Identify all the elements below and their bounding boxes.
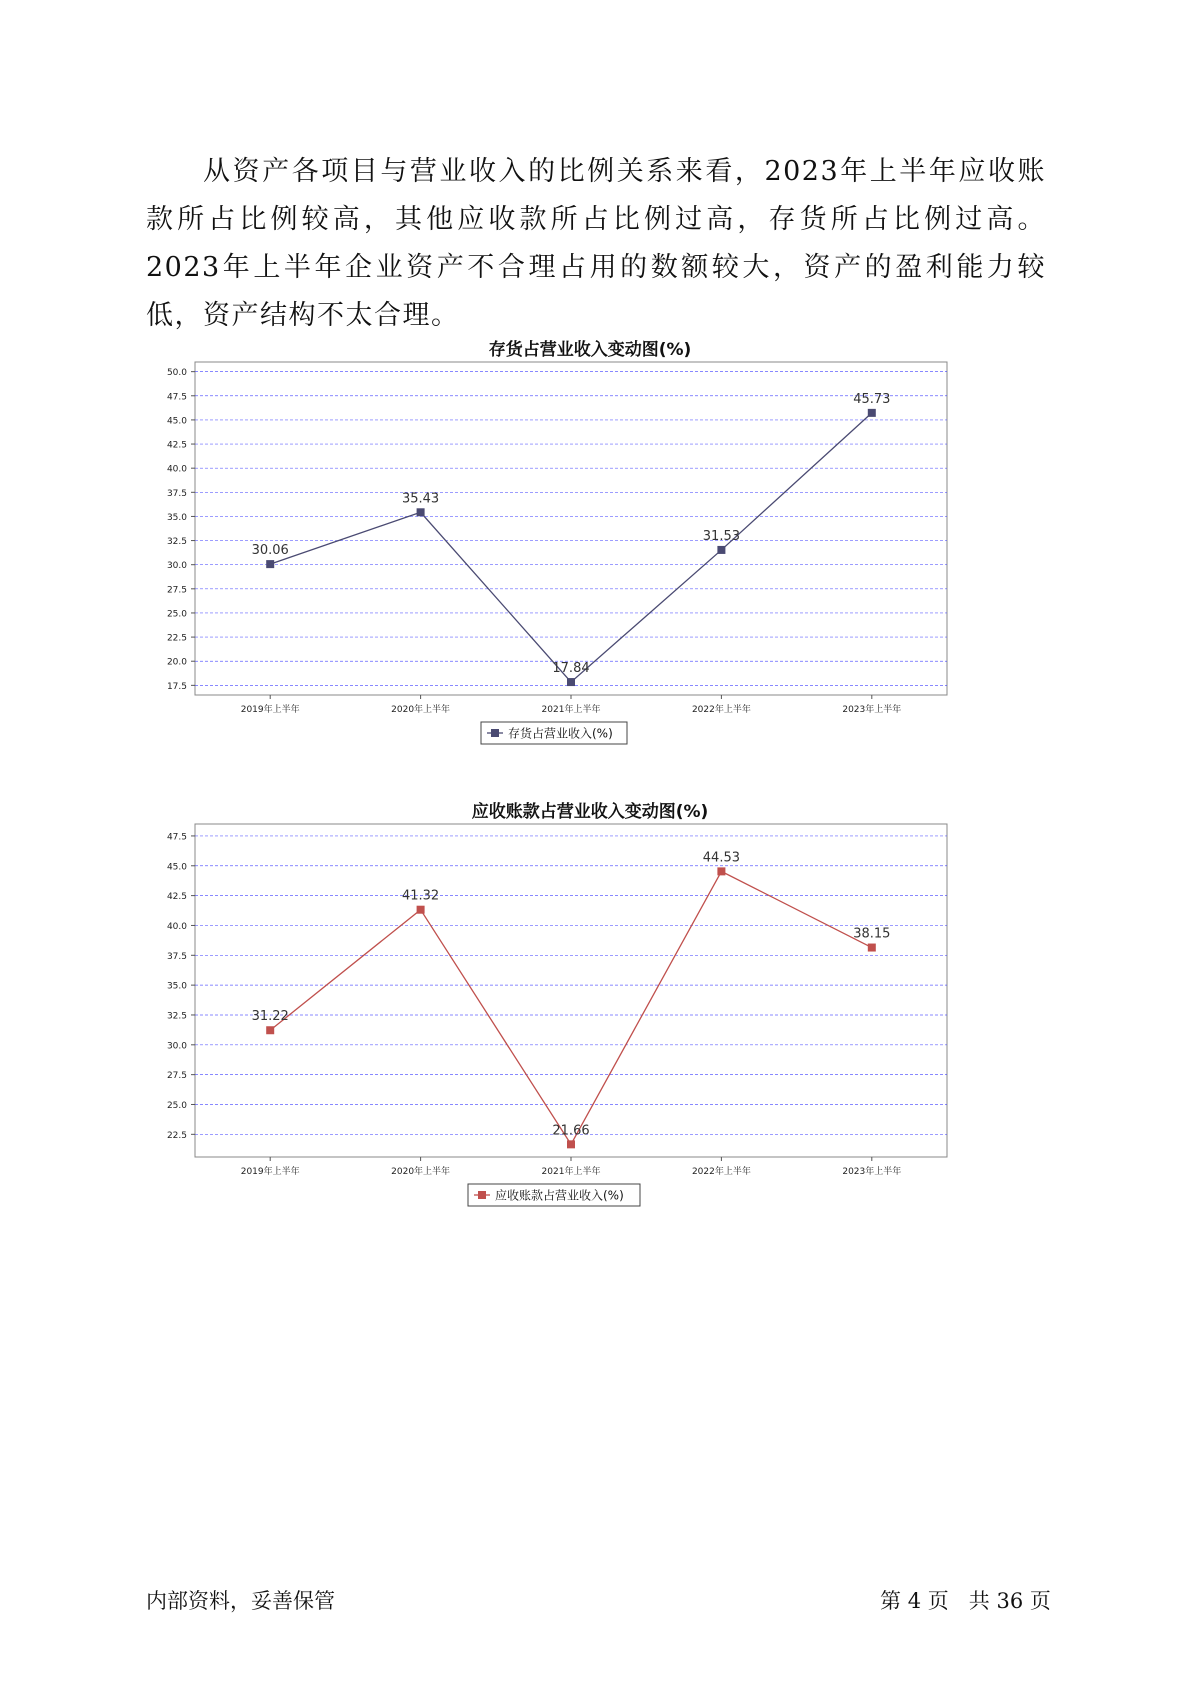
data-label: 31.53 xyxy=(702,528,741,544)
y-tick-label: 25.0 xyxy=(166,1100,187,1111)
y-tick-label: 37.5 xyxy=(166,951,187,962)
page-mid: 页 共 xyxy=(927,1589,990,1613)
chart-svg xyxy=(140,792,1040,1222)
y-tick-label: 40.0 xyxy=(166,464,187,475)
data-label: 17.84 xyxy=(552,661,590,677)
data-label: 35.43 xyxy=(401,491,440,507)
y-tick-label: 45.0 xyxy=(166,416,187,427)
legend-swatch-marker xyxy=(478,1191,486,1199)
page-current: 4 xyxy=(907,1589,922,1613)
x-tick-label: 2019年上半年 xyxy=(240,1167,300,1177)
y-tick-label: 47.5 xyxy=(166,392,187,403)
chart-svg xyxy=(140,330,1040,760)
y-tick-label: 50.0 xyxy=(166,368,187,379)
data-label: 44.53 xyxy=(702,850,741,866)
y-tick-label: 35.0 xyxy=(166,981,187,992)
receivables-ratio-chart xyxy=(140,792,1040,1222)
data-point-marker xyxy=(417,906,425,914)
footer-page-number xyxy=(880,1585,1051,1615)
y-tick-label: 22.5 xyxy=(166,633,187,644)
legend xyxy=(481,722,627,744)
data-point-marker xyxy=(717,546,725,554)
y-tick-label: 25.0 xyxy=(166,609,187,620)
x-tick-label: 2022年上半年 xyxy=(691,705,751,715)
x-tick-label: 2022年上半年 xyxy=(691,1167,751,1177)
x-tick-label: 2019年上半年 xyxy=(240,705,300,715)
y-tick-label: 47.5 xyxy=(166,832,187,843)
page-suffix: 页 xyxy=(1029,1589,1051,1613)
chart-title: 应收账款占营业收入变动图(%) xyxy=(471,802,709,822)
data-point-marker xyxy=(868,944,876,952)
y-tick-label: 30.0 xyxy=(166,561,187,572)
page-prefix: 第 xyxy=(880,1589,901,1613)
y-tick-label: 35.0 xyxy=(166,512,187,523)
legend-label: 存货占营业收入(%) xyxy=(508,726,613,741)
legend-label: 应收账款占营业收入(%) xyxy=(495,1188,624,1203)
y-tick-label: 37.5 xyxy=(166,488,187,499)
data-point-marker xyxy=(417,508,425,516)
y-tick-label: 42.5 xyxy=(166,440,187,451)
plot-area xyxy=(195,824,947,1157)
data-label: 21.66 xyxy=(552,1123,590,1139)
data-label: 31.22 xyxy=(251,1009,289,1025)
x-tick-label: 2021年上半年 xyxy=(541,705,601,715)
data-label: 38.15 xyxy=(853,926,891,942)
data-point-marker xyxy=(266,560,274,568)
y-tick-label: 17.5 xyxy=(166,681,187,692)
legend-swatch-marker xyxy=(491,729,499,737)
y-tick-label: 27.5 xyxy=(166,585,187,596)
paragraph-text: 从资产各项目与营业收入的比例关系来看，2023年上半年应收账款所占比例较高，其他应收款所占比例过高，存货所占比例过高。2023年上半年企业资产不合理占用的数额较大，资产的盈利能力较低，资产结构不太合理。 xyxy=(146,156,1046,331)
y-tick-label: 30.0 xyxy=(166,1041,187,1052)
x-tick-label: 2023年上半年 xyxy=(842,705,902,715)
y-tick-label: 40.0 xyxy=(166,921,187,932)
x-tick-label: 2023年上半年 xyxy=(842,1167,902,1177)
y-tick-label: 27.5 xyxy=(166,1071,187,1082)
page-total: 36 xyxy=(996,1589,1024,1613)
x-tick-label: 2020年上半年 xyxy=(391,705,451,715)
body-paragraph xyxy=(146,148,1046,340)
x-tick-label: 2020年上半年 xyxy=(391,1167,451,1177)
footer-confidential-note: 内部资料，妥善保管 xyxy=(146,1589,335,1613)
chart-title: 存货占营业收入变动图(%) xyxy=(488,340,692,360)
x-tick-label: 2021年上半年 xyxy=(541,1167,601,1177)
data-point-marker xyxy=(868,409,876,417)
legend xyxy=(468,1184,640,1206)
y-tick-label: 42.5 xyxy=(166,892,187,903)
data-point-marker xyxy=(717,867,725,875)
y-tick-label: 45.0 xyxy=(166,862,187,873)
y-tick-label: 20.0 xyxy=(166,657,187,668)
data-point-marker xyxy=(567,1140,575,1148)
inventory-ratio-chart xyxy=(140,330,1040,760)
data-label: 30.06 xyxy=(251,543,289,559)
data-point-marker xyxy=(266,1026,274,1034)
y-tick-label: 22.5 xyxy=(166,1130,187,1141)
y-tick-label: 32.5 xyxy=(166,537,187,548)
data-label: 45.73 xyxy=(853,391,891,407)
data-label: 41.32 xyxy=(401,888,440,904)
plot-area xyxy=(195,362,947,695)
y-tick-label: 32.5 xyxy=(166,1011,187,1022)
data-point-marker xyxy=(567,678,575,686)
